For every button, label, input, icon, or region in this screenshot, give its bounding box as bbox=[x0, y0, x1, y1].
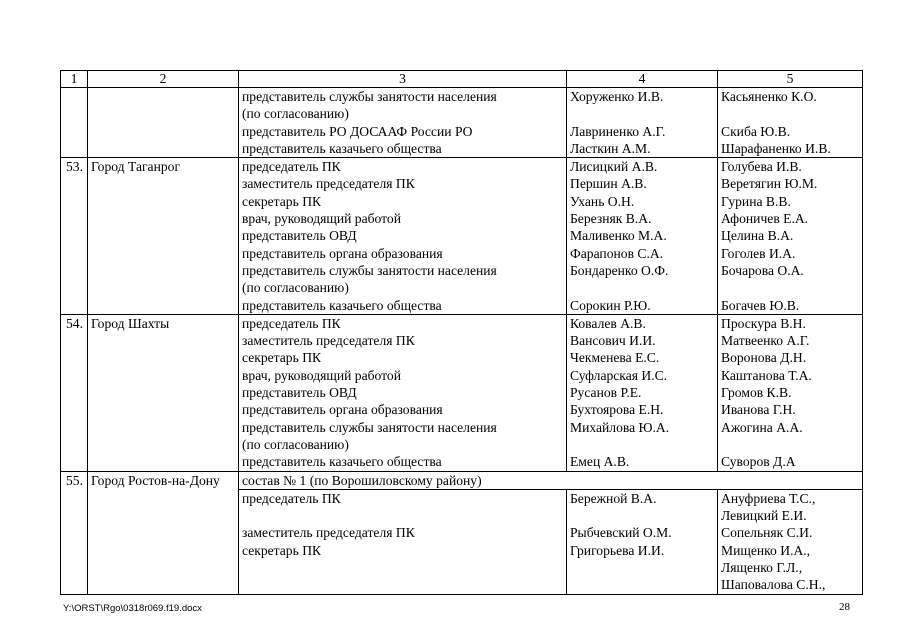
reserves-cell-line: Воронова Д.Н. bbox=[721, 350, 807, 366]
roles-cell-line: заместитель председателя ПК bbox=[242, 525, 415, 541]
roles-cell bbox=[239, 88, 567, 158]
reserves-cell-line: Скиба Ю.В. bbox=[721, 123, 791, 139]
column-header: 5 bbox=[718, 71, 863, 88]
members-cell-line: Емец А.В. bbox=[570, 454, 630, 470]
reserves-cell-line: Целина В.А. bbox=[721, 228, 794, 244]
row-number: 54. bbox=[61, 314, 88, 471]
reserves-cell-line: Матвеенко А.Г. bbox=[721, 333, 810, 349]
table-row bbox=[61, 471, 863, 489]
reserves-cell-line: Лященко Г.Л., bbox=[721, 560, 803, 576]
reserves-cell-line: Сопельняк С.И. bbox=[721, 525, 813, 541]
members-cell-line: Маливенко М.А. bbox=[570, 228, 667, 244]
reserves-cell-line: Каштанова Т.А. bbox=[721, 367, 812, 383]
roles-cell-line: представитель РО ДОСААФ России РО bbox=[242, 123, 473, 139]
reserves-cell bbox=[718, 158, 863, 315]
roles-cell-line bbox=[242, 507, 566, 524]
reserves-cell-line: Иванова Г.Н. bbox=[721, 402, 796, 418]
members-cell-line: Бухтоярова Е.Н. bbox=[570, 402, 664, 418]
members-cell-line: Бондаренко О.Ф. bbox=[570, 262, 669, 278]
roles-cell-line: (по согласованию) bbox=[242, 280, 349, 296]
footer-file-path: Y:\ORST\Rgo\0318r069.f19.docx bbox=[63, 603, 202, 614]
city-name: Город Таганрог bbox=[88, 158, 239, 315]
members-cell-line: Сорокин Р.Ю. bbox=[570, 297, 651, 313]
header-row bbox=[61, 71, 863, 88]
roles-cell bbox=[239, 489, 567, 594]
roles-cell-line: врач, руководящий работой bbox=[242, 211, 401, 227]
roles-cell-line: представитель службы занятости населения bbox=[242, 262, 497, 278]
roles-cell-line: председатель ПК bbox=[242, 315, 341, 331]
reserves-cell bbox=[718, 489, 863, 594]
roles-cell-line: заместитель председателя ПК bbox=[242, 176, 415, 192]
members-cell-line: Михайлова Ю.А. bbox=[570, 419, 670, 435]
members-cell-line: Лисицкий А.В. bbox=[570, 159, 658, 175]
roles-cell-line: представитель казачьего общества bbox=[242, 297, 442, 313]
row-number: 53. bbox=[61, 158, 88, 315]
reserves-cell-line: Суворов Д.А bbox=[721, 454, 796, 470]
members-cell-line: Лавриненко А.Г. bbox=[570, 123, 666, 139]
page-number: 28 bbox=[839, 601, 850, 613]
members-cell-line: Вансович И.И. bbox=[570, 333, 656, 349]
members-cell-line: Фарапонов С.А. bbox=[570, 245, 664, 261]
roles-cell-line: представитель казачьего общества bbox=[242, 454, 442, 470]
reserves-cell-line: Афоничев Е.А. bbox=[721, 211, 809, 227]
roles-cell-line: секретарь ПК bbox=[242, 350, 322, 366]
roles-cell-line: представитель службы занятости населения bbox=[242, 89, 497, 104]
members-cell-line: Ухань О.Н. bbox=[570, 193, 635, 209]
reserves-cell-line: Шаповалова С.Н., bbox=[721, 577, 826, 593]
commission-table bbox=[60, 70, 863, 595]
members-cell-line: Ласткин А.М. bbox=[570, 140, 651, 156]
roles-cell-line: (по согласованию) bbox=[242, 106, 349, 122]
roles-cell-line: секретарь ПК bbox=[242, 193, 322, 209]
roles-cell-line: врач, руководящий работой bbox=[242, 367, 401, 383]
table-row bbox=[61, 314, 863, 471]
reserves-cell-line: Левицкий Е.И. bbox=[721, 508, 807, 524]
members-cell bbox=[567, 489, 718, 594]
roles-cell-line: представитель службы занятости населения bbox=[242, 419, 497, 435]
reserves-cell-line: Веретягин Ю.М. bbox=[721, 176, 818, 192]
members-cell-line: Рыбчевский О.М. bbox=[570, 525, 672, 541]
roles-cell-line: председатель ПК bbox=[242, 490, 341, 506]
city-name: Город Шахты bbox=[88, 314, 239, 471]
roles-cell-line: секретарь ПК bbox=[242, 542, 322, 558]
roles-cell-line: заместитель председателя ПК bbox=[242, 333, 415, 349]
reserves-cell-line bbox=[721, 279, 862, 296]
members-cell-line bbox=[570, 559, 717, 576]
column-header: 4 bbox=[567, 71, 718, 88]
members-cell-line: Григорьева И.И. bbox=[570, 542, 665, 558]
members-cell-line: Хоруженко И.В. bbox=[570, 89, 664, 104]
city-name: Город Ростов-на-Дону bbox=[88, 471, 239, 594]
reserves-cell-line: Голубева И.В. bbox=[721, 159, 802, 175]
row-number bbox=[61, 88, 88, 158]
members-cell-line: Ковалев А.В. bbox=[570, 315, 646, 331]
roles-cell-line: (по согласованию) bbox=[242, 436, 349, 452]
roles-cell-line: представитель ОВД bbox=[242, 385, 357, 401]
roles-cell-line bbox=[242, 576, 566, 593]
reserves-cell-line: Гурина В.В. bbox=[721, 193, 791, 209]
members-cell-line: Суфларская И.С. bbox=[570, 367, 668, 383]
reserves-cell-line bbox=[721, 436, 862, 453]
roles-cell-line: председатель ПК bbox=[242, 159, 341, 175]
table-row bbox=[61, 88, 863, 158]
members-cell bbox=[567, 158, 718, 315]
members-cell-line bbox=[570, 436, 717, 453]
reserves-cell-line: Шарафаненко И.В. bbox=[721, 140, 831, 156]
reserves-cell-line: Проскура В.Н. bbox=[721, 315, 806, 331]
members-cell-line: Бережной В.А. bbox=[570, 490, 657, 506]
composition-label: состав № 1 (по Ворошиловскому району) bbox=[239, 471, 863, 489]
reserves-cell-line: Мищенко И.А., bbox=[721, 542, 811, 558]
reserves-cell-line: Гоголев И.А. bbox=[721, 245, 796, 261]
reserves-cell bbox=[718, 314, 863, 471]
members-cell-line: Березняк В.А. bbox=[570, 211, 652, 227]
reserves-cell-line: Громов К.В. bbox=[721, 385, 792, 401]
members-cell-line bbox=[570, 507, 717, 524]
roles-cell bbox=[239, 158, 567, 315]
column-header: 1 bbox=[61, 71, 88, 88]
members-cell-line bbox=[570, 576, 717, 593]
members-cell-line: Чекменева Е.С. bbox=[570, 350, 660, 366]
reserves-cell-line: Бочарова О.А. bbox=[721, 262, 804, 278]
roles-cell-line: представитель органа образования bbox=[242, 245, 443, 261]
row-number: 55. bbox=[61, 471, 88, 594]
city-name bbox=[88, 88, 239, 158]
members-cell bbox=[567, 88, 718, 158]
column-header: 3 bbox=[239, 71, 567, 88]
reserves-cell-line bbox=[721, 105, 862, 122]
roles-cell-line: представитель казачьего общества bbox=[242, 140, 442, 156]
reserves-cell-line: Богачев Ю.В. bbox=[721, 297, 800, 313]
reserves-cell bbox=[718, 88, 863, 158]
members-cell bbox=[567, 314, 718, 471]
roles-cell-line: представитель ОВД bbox=[242, 228, 357, 244]
members-cell-line bbox=[570, 105, 717, 122]
reserves-cell-line: Ажогина А.А. bbox=[721, 419, 803, 435]
reserves-cell-line: Ануфриева Т.С., bbox=[721, 490, 816, 506]
table-row bbox=[61, 158, 863, 315]
reserves-cell-line: Касьяненко К.О. bbox=[721, 89, 817, 104]
roles-cell bbox=[239, 314, 567, 471]
column-header: 2 bbox=[88, 71, 239, 88]
members-cell-line bbox=[570, 279, 717, 296]
members-cell-line: Русанов Р.Е. bbox=[570, 385, 642, 401]
roles-cell-line: представитель органа образования bbox=[242, 402, 443, 418]
roles-cell-line bbox=[242, 559, 566, 576]
members-cell-line: Першин А.В. bbox=[570, 176, 647, 192]
